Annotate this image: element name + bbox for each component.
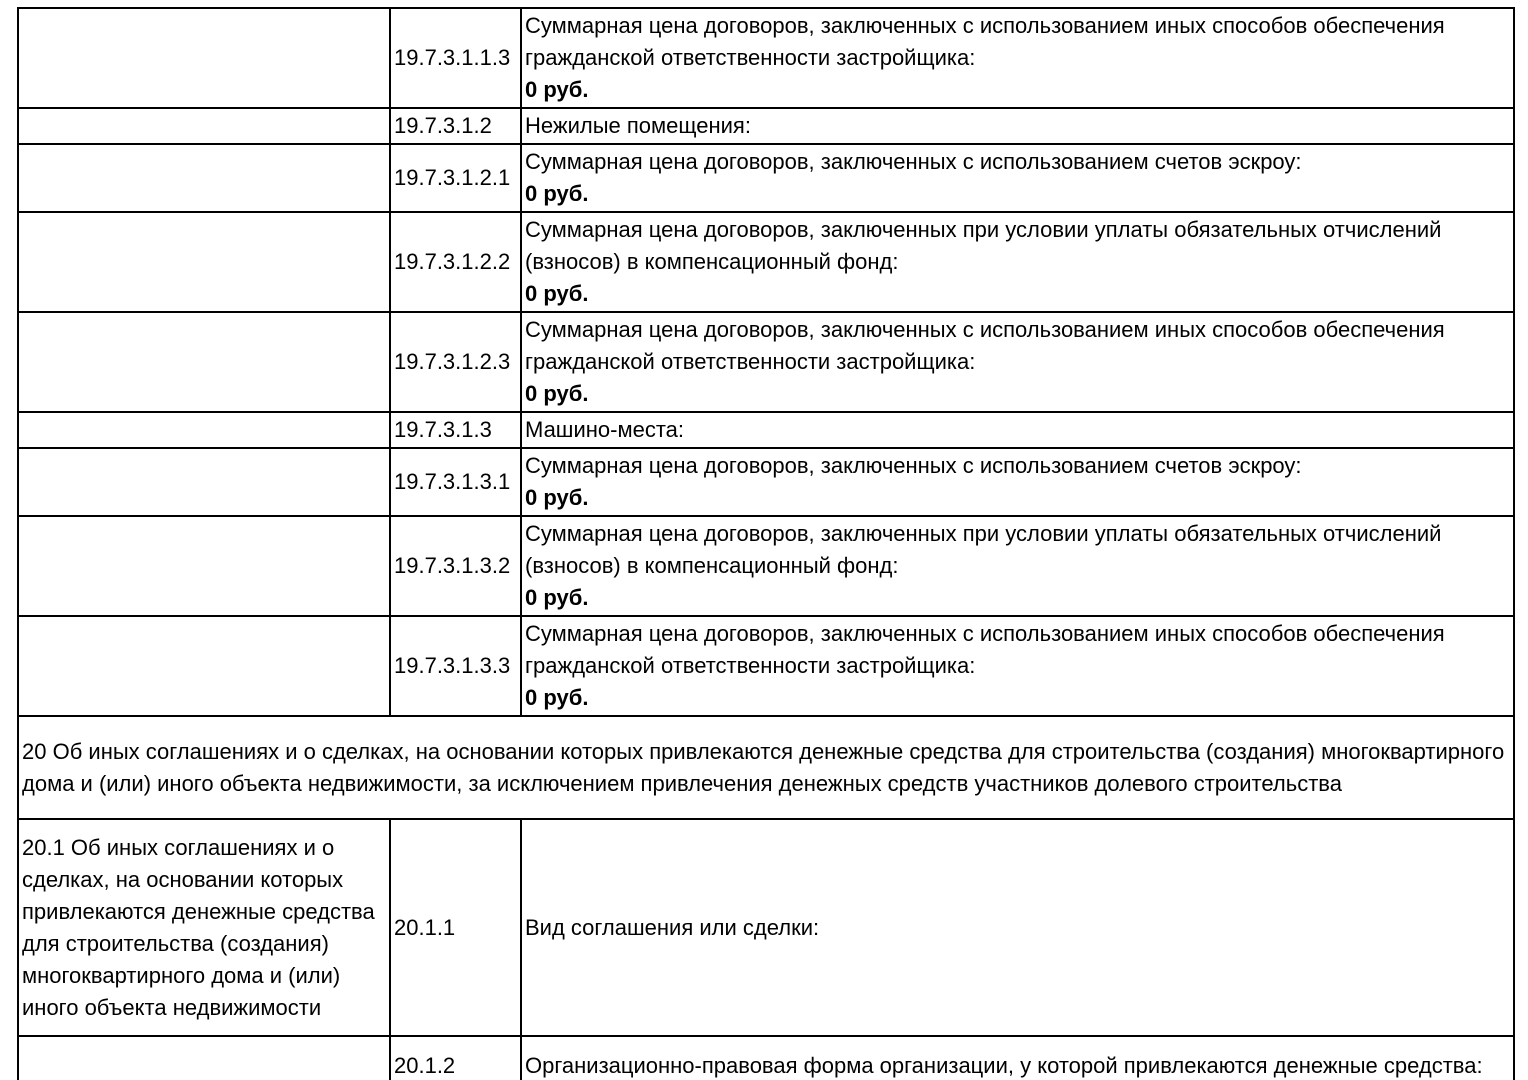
row-content-cell <box>521 819 1514 1036</box>
row-annotation-cell <box>18 516 390 616</box>
row-annotation-cell <box>18 8 390 108</box>
table-row <box>18 448 1514 516</box>
table-row <box>18 108 1514 144</box>
content-text: Машино-места: <box>525 417 684 442</box>
content-value: 0 руб. <box>525 381 589 406</box>
content-value: 0 руб. <box>525 181 589 206</box>
row-content-cell <box>521 616 1514 716</box>
row-annotation-cell <box>18 412 390 448</box>
row-content-cell <box>521 1036 1514 1080</box>
content-text: Суммарная цена договоров, заключенных с использованием иных способов обеспечения гражданской ответственности застройщика: <box>525 621 1445 678</box>
table-row <box>18 144 1514 212</box>
row-number-cell: 20.1.1 <box>390 819 521 1036</box>
table-row <box>18 312 1514 412</box>
content-text: Суммарная цена договоров, заключенных при условии уплаты обязательных отчислений (взносов) в компенсационный фонд: <box>525 521 1442 578</box>
row-annotation-cell <box>18 144 390 212</box>
row-number-cell: 20.1.2 <box>390 1036 521 1080</box>
row-content-cell <box>521 212 1514 312</box>
content-text: Суммарная цена договоров, заключенных с использованием иных способов обеспечения гражданской ответственности застройщика: <box>525 13 1445 70</box>
content-text: Вид соглашения или сделки: <box>525 914 820 940</box>
content-value: 0 руб. <box>525 77 589 102</box>
row-number-cell: 19.7.3.1.2.2 <box>390 212 521 312</box>
row-annotation-cell <box>18 212 390 312</box>
row-number-cell: 19.7.3.1.2 <box>390 108 521 144</box>
row-annotation-cell: 20.1 Об иных соглашениях и о сделках, на основании которых привлекаются денежные средства для строительства (создания) многоквартирного дома и (или) иного объекта недвижимости <box>18 819 390 1036</box>
row-annotation-cell <box>18 1036 390 1080</box>
row-number-cell: 19.7.3.1.3.1 <box>390 448 521 516</box>
table-row <box>18 1036 1514 1080</box>
content-text: Суммарная цена договоров, заключенных с использованием иных способов обеспечения гражданской ответственности застройщика: <box>525 317 1445 374</box>
row-annotation-cell <box>18 448 390 516</box>
table-row <box>18 212 1514 312</box>
row-number-cell: 19.7.3.1.3 <box>390 412 521 448</box>
content-text: Суммарная цена договоров, заключенных с использованием счетов эскроу: <box>525 453 1302 478</box>
content-value: 0 руб. <box>525 585 589 610</box>
section-row <box>18 716 1514 819</box>
section-heading-cell: 20 Об иных соглашениях и о сделках, на основании которых привлекаются денежные средства для строительства (создания) многоквартирного дома и (или) иного объекта недвижимости, за исключением привлечения денежных средств участников долевого строительства <box>18 716 1514 819</box>
table-row <box>18 412 1514 448</box>
row-number-cell: 19.7.3.1.3.3 <box>390 616 521 716</box>
row-content-cell <box>521 312 1514 412</box>
row-content-cell <box>521 8 1514 108</box>
row-number-cell: 19.7.3.1.2.3 <box>390 312 521 412</box>
table-row <box>18 616 1514 716</box>
row-number-cell: 19.7.3.1.3.2 <box>390 516 521 616</box>
row-annotation-cell <box>18 616 390 716</box>
content-text: Организационно-правовая форма организации, у которой привлекаются денежные средства: <box>525 1052 1483 1078</box>
content-value: 0 руб. <box>525 685 589 710</box>
row-content-cell <box>521 516 1514 616</box>
table-row <box>18 819 1514 1036</box>
row-annotation-cell <box>18 312 390 412</box>
declaration-table-body <box>18 8 1514 1080</box>
row-number-cell: 19.7.3.1.2.1 <box>390 144 521 212</box>
row-number-cell: 19.7.3.1.1.3 <box>390 8 521 108</box>
project-declaration-table <box>17 7 1515 1080</box>
content-text: Суммарная цена договоров, заключенных при условии уплаты обязательных отчислений (взносов) в компенсационный фонд: <box>525 217 1442 274</box>
content-text: Суммарная цена договоров, заключенных с использованием счетов эскроу: <box>525 149 1302 174</box>
table-row <box>18 516 1514 616</box>
row-content-cell <box>521 108 1514 144</box>
content-text: Нежилые помещения: <box>525 113 751 138</box>
content-value: 0 руб. <box>525 485 589 510</box>
table-row <box>18 8 1514 108</box>
row-annotation-cell <box>18 108 390 144</box>
row-content-cell <box>521 412 1514 448</box>
content-value: 0 руб. <box>525 281 589 306</box>
row-content-cell <box>521 448 1514 516</box>
row-content-cell <box>521 144 1514 212</box>
